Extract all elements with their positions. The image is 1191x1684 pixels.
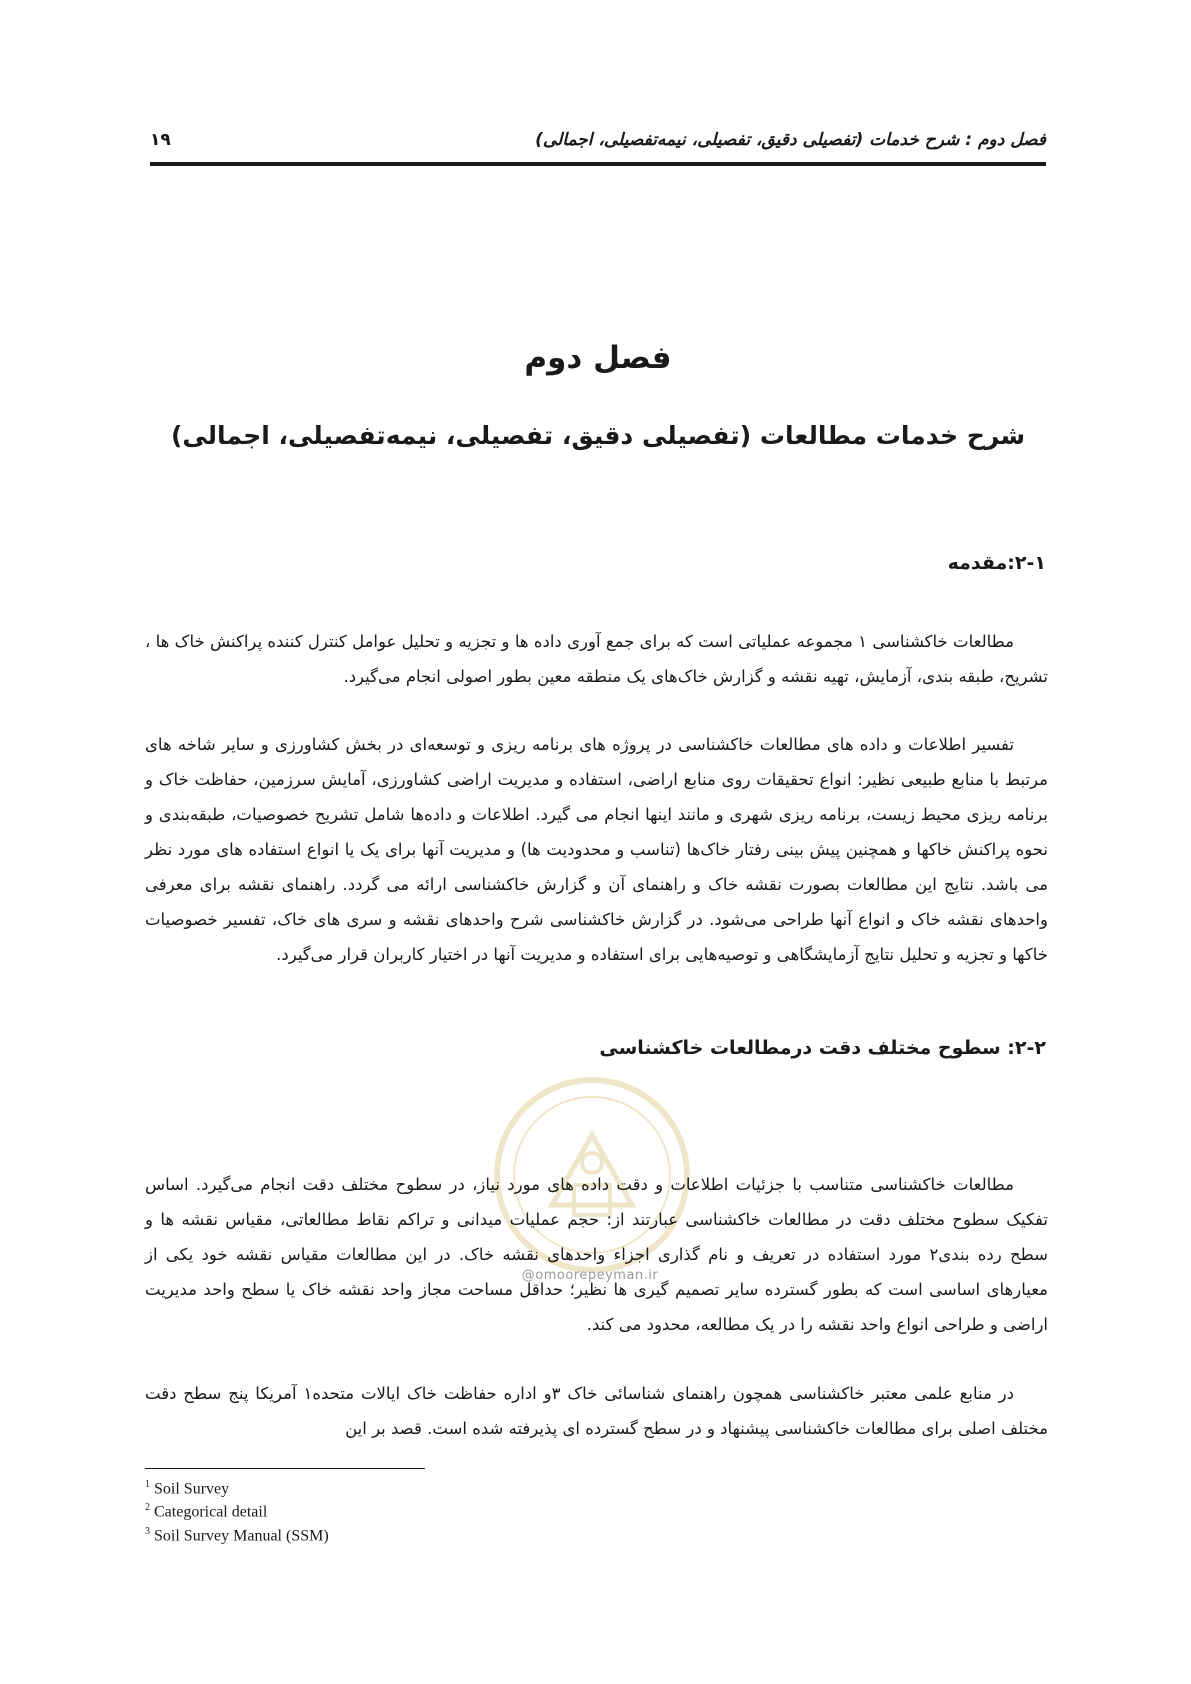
footnote-rule [145, 1468, 425, 1469]
footnote-2: $^2$ Categorical detail [145, 1502, 268, 1521]
chapter-title: فصل دوم [524, 340, 672, 376]
watermark-handle: @omoorepeyman.ir [521, 1268, 659, 1283]
page-number: ۱۹ [150, 130, 171, 150]
chapter-subtitle: شرح خدمات مطالعات (تفصیلی دقیق، تفصیلی، نیمه‌تفصیلی، اجمالی) [170, 421, 1026, 450]
section-heading-accuracy-levels: ۲-۲: سطوح مختلف دقت درمطالعات خاکشناسی [599, 1037, 1046, 1059]
paragraph-soil-data-interpretation: تفسیر اطلاعات و داده های مطالعات خاکشناسی در پروژه های برنامه ریزی و توسعه‌ای در بخش کشاورزی و سایر شاخه های مرتبط با منابع طبیعی نظیر: انواع تحقیقات روی منابع اراضی، استفاده و مدیریت اراضی کشاورزی، آمایش سرزمین، حفاظت خاک و برنامه ریزی محیط زیست، برنامه ریزی شهری و مانند اینها انجام می گیرد. اطلاعات و داده‌ها شامل تشریح خصوصیات، طبقه‌بندی و نحوه پراکنش خاکها و همچنین پیش بینی رفتار خاک‌ها (تناسب و محدودیت ها) و مدیریت آنها برای یک یا انواع استفاده های مورد نظر می باشد. نتایج این مطالعات بصورت نقشه خاک و راهنمای آن و گزارش خاکشناسی ارائه می گردد. راهنمای نقشه برای معرفی واحدهای نقشه خاک و انواع آنها طراحی می‌شود. در گزارش خاکشناسی شرح واحدهای نقشه و سری های خاک، تفسیر خصوصیات خاکها و تجزیه و تحلیل نتایج آزمایشگاهی و توصیه‌هایی برای استفاده و مدیریت آنها در اختیار کاربران قرار می‌گیرد. [145, 735, 1048, 964]
section-heading-introduction: ۲-۱:مقدمه [947, 552, 1046, 574]
footnotes [145, 1475, 645, 1545]
header-rule [150, 162, 1046, 166]
footnote-1: $^1$ Soil Survey [145, 1479, 230, 1498]
paragraph-accuracy-levels: مطالعات خاکشناسی متناسب با جزئیات اطلاعات و دقت داده های مورد نیاز، در سطوح مختلف دقت انجام می‌گیرد. اساس تفکیک سطوح مختلف دقت در مطالعات خاکشناسی عبارتند از: حجم عملیات میدانی و تراکم نقاط مطالعاتی، مقیاس نقشه ها و سطح رده بندی۲ مورد استفاده در تعریف و نام گذاری اجزاء واحدهای نقشه خاک. در این مطالعات مقیاس نقشه خود یکی از معیارهای اساسی است که بطور گسترده سایر تصمیم گیری ها نظیر؛ حداقل مساحت مجاز واحد نقشه خاک یا سطح واحد مدیریت اراضی و طراحی انواع واحد نقشه را در یک مطالعه، محدود می کند. [145, 1175, 1049, 1334]
paragraph-five-accuracy-levels: در منابع علمی معتبر خاکشناسی همچون راهنمای شناسائی خاک ۳و اداره حفاظت خاک ایالات متحده۱ آمریکا پنج سطح دقت مختلف اصلی برای مطالعات خاکشناسی پیشنهاد و در سطح گسترده ای پذیرفته شده است. قصد بر این [145, 1384, 1048, 1438]
running-title: فصل دوم : شرح خدمات (تفصیلی دقیق، تفصیلی، نیمه‌تفصیلی، اجمالی) [535, 130, 1046, 150]
footnote-3: $^3$ Soil Survey Manual (SSM) [145, 1525, 329, 1544]
paragraph-soil-survey-definition: مطالعات خاکشناسی ۱ مجموعه عملیاتی است که برای جمع آوری داده ها و تجزیه و تحلیل عوامل کنترل کننده پراکنش خاک ها ، تشریح، طبقه بندی، آزمایش، تهیه نقشه و گزارش خاک‌های یک منطقه معین بطور اصولی انجام می‌گیرد. [145, 632, 1048, 686]
